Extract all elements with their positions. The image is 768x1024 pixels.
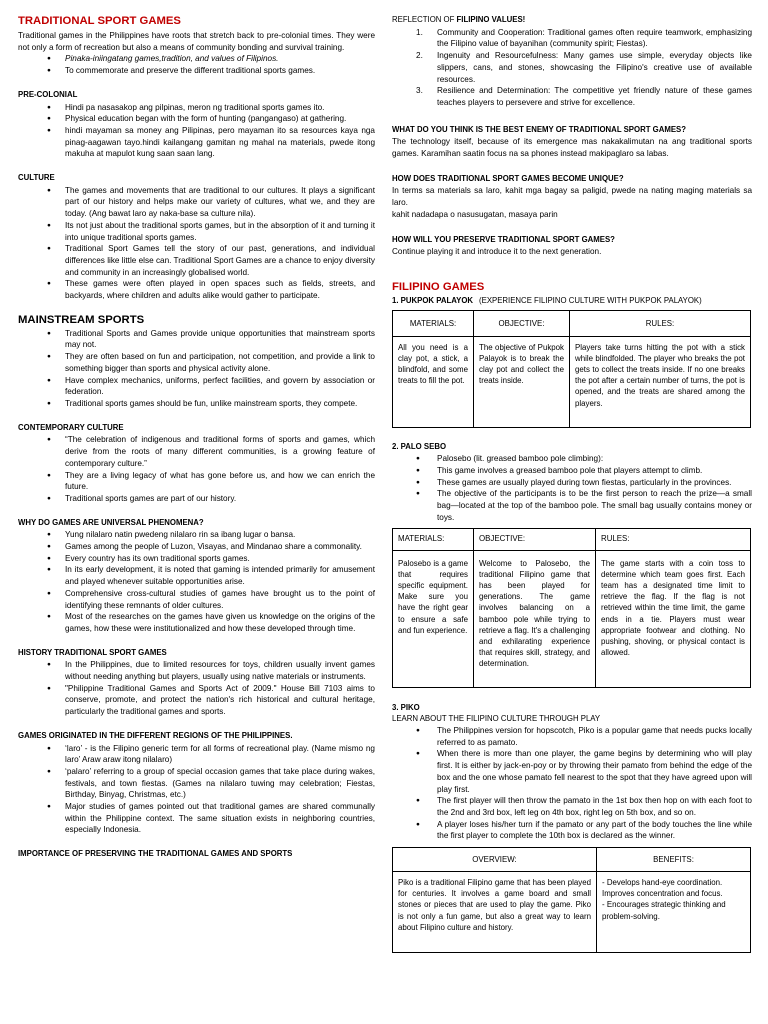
game-subtitle: LEARN ABOUT THE FILIPINO CULTURE THROUGH PLAY	[392, 714, 601, 724]
table-header-row	[393, 310, 751, 336]
right-column	[392, 14, 752, 953]
section-regions	[18, 730, 375, 836]
section-mainstream-sports	[18, 313, 375, 410]
list-item: ● Physical education began with the form of hunting (pangangaso) at gathering.	[18, 113, 375, 125]
game-title-palo-sebo	[392, 441, 752, 453]
list-item: ● These games were often played in open spaces such as fields, streets, and backyards, where children and adults alike would gather to participate.	[18, 278, 375, 301]
table-header: OBJECTIVE:	[474, 310, 570, 336]
bullet-list	[18, 434, 375, 504]
list-item: ● ‘palaro’ referring to a group of special occasion games that take place during wakes, festivals, and town fiestas. (Games na nilalaro tuwing may celebration; Fiestas, Birthday, Binyag, Christmas, etc.)	[18, 766, 375, 801]
list-item: ● Hindi pa nasasakop ang pilpinas, meron ng traditional sports games ito.	[18, 102, 375, 114]
question-heading: WHAT DO YOU THINK IS THE BEST ENEMY OF TRADITIONAL SPORT GAMES?	[392, 124, 686, 134]
table-header: RULES:	[570, 310, 751, 336]
piko-table	[392, 847, 751, 953]
question-heading: HOW DOES TRADITIONAL SPORT GAMES BECOME UNIQUE?	[392, 173, 624, 183]
list-item: ● These games are usually played during town fiestas, particularly in the provinces.	[392, 477, 752, 489]
section-culture	[18, 172, 375, 302]
list-item: ● Games among the people of Luzon, Visayas, and Mindanao share a commonality.	[18, 541, 375, 553]
bullet-list	[18, 102, 375, 161]
table-cell: Welcome to Palosebo, the traditional Filipino game that has been played for generations. The game involves balancing on a bamboo pole while trying to retrieve a flag. It's a challenging and exhilarating experience that requires skill, strategy, and determination.	[474, 550, 596, 687]
game-title-pukpok-palayok	[392, 295, 752, 307]
document-title: TRADITIONAL SPORT GAMES	[18, 15, 181, 27]
table-cell: The game starts with a coin toss to determine which team goes first. Each team has a designated time limit to retrieve the flag. If the flag is not retrieved within the time limit, the game ends in a tie. Players must wear appropriate footwear and clothing. No pushing, shoving, or physical contact is allowed.	[596, 550, 751, 687]
list-item: ● Traditional Sports and Games provide unique opportunities that mainstream sports may not.	[18, 328, 375, 351]
list-item: ● Every country has its own traditional sports games.	[18, 553, 375, 565]
list-item: ● Major studies of games pointed out that traditional games are shared communally within the Philippine context. The same situation exists in neighboring countries, especially Indonesia.	[18, 801, 375, 836]
bullet-list	[18, 743, 375, 837]
section-universal-phenomena	[18, 517, 375, 635]
section-heading: CULTURE	[18, 173, 55, 183]
section-history	[18, 647, 375, 718]
table-cell: The objective of Pukpok Palayok is to break the clay pot and collect the treats inside.	[474, 336, 570, 427]
section-filipino-values	[392, 14, 752, 109]
bullet-list	[18, 529, 375, 634]
section-heading: WHY DO GAMES ARE UNIVERSAL PHENOMENA?	[18, 517, 204, 527]
game-subtitle: (EXPERIENCE FILIPINO CULTURE WITH PUKPOK PALAYOK)	[479, 295, 702, 305]
heading-emphasis: FILIPINO VALUES!	[456, 15, 526, 24]
bullet-list	[18, 659, 375, 718]
section-heading-large: MAINSTREAM SPORTS	[18, 313, 145, 326]
section-unique	[392, 173, 752, 221]
list-item: ● Comprehensive cross-cultural studies of games have brought us to the point of identifying these remnants of older cultures.	[18, 588, 375, 611]
table-header: OBJECTIVE:	[474, 528, 596, 550]
list-item: ● This game involves a greased bamboo pole that players attempt to climb.	[392, 465, 752, 477]
list-item: ● In the Philippines, due to limited resources for toys, children usually invent games without needing anything but players, usually using native materials or instruments.	[18, 659, 375, 682]
game-name: 1. PUKPOK PALAYOK	[392, 295, 474, 305]
game-name: 3. PIKO	[392, 702, 420, 712]
table-header: BENEFITS:	[597, 848, 751, 872]
answer-text: The technology itself, because of its emergence mas nakakalimutan na ang traditional sports games. Karamihan saatin focus na sa phones instead makipaglaro sa labas.	[392, 137, 752, 159]
benefit-line: Improves concentration and focus.	[602, 889, 723, 899]
list-item: ● A player loses his/her turn if the pamato or any part of the body touches the line while the first player to complete the 10th box is declared as the winner.	[392, 819, 752, 842]
section-heading: IMPORTANCE OF PRESERVING THE TRADITIONAL GAMES AND SPORTS	[18, 849, 293, 859]
list-item: ● Traditional sports games should be fun, unlike mainstream sports, they compete.	[18, 398, 375, 410]
list-item: ● When there is more than one player, the game begins by determining who will play first. It is either by jack-en-poy or by throwing their pamato from behind the edge of the box and the one whose pamato fell nearest to the spot that they have agreed upon will play first.	[392, 748, 752, 795]
section-heading: HISTORY TRADITIONAL SPORT GAMES	[18, 647, 167, 657]
section-contemporary-culture	[18, 422, 375, 505]
list-item: ● ‘laro’ - is the Filipino generic term for all forms of recreational play. (Name mismo ng laro’ Araw araw itong nilalaro)	[18, 743, 375, 766]
answer-text: In terms sa materials sa laro, kahit mga bagay sa paligid, pwede na nating maging materials sa laro.	[392, 186, 752, 208]
table-cell: Piko is a traditional Filipino game that has been played for centuries. It involves a game board and small stones or pieces that are used to play the game. Piko is not only a fun game, but also a great way to learn about Filipino culture and history.	[393, 872, 597, 953]
list-item: ● The games and movements that are traditional to our cultures. It plays a significant part of our history and helps make our variety of cultures, what we, and they are today. (Ang bawat laro ay naka-base sa culture nila).	[18, 185, 375, 220]
section-heading	[392, 14, 752, 26]
table-header: RULES:	[596, 528, 751, 550]
table-cell: All you need is a clay pot, a stick, a blindfold, and some treats to fill the pot.	[393, 336, 474, 427]
list-item: ● They are a living legacy of what has gone before us, and how we can enrich the future.	[18, 470, 375, 493]
answer-text: Continue playing it and introduce it to the next generation.	[392, 247, 602, 257]
pukpok-palayok-table	[392, 310, 751, 428]
list-item: ● Traditional sports games are part of our history.	[18, 493, 375, 505]
numbered-list	[392, 27, 752, 109]
list-item: ● Have complex mechanics, uniforms, perfect facilities, and govern by association or federation.	[18, 375, 375, 398]
list-item: ● To commemorate and preserve the different traditional sports games.	[18, 65, 375, 77]
section-best-enemy	[392, 124, 752, 160]
table-header-row	[393, 848, 751, 872]
list-item: ● Yung nilalaro natin pwedeng nilalaro rin sa ibang lugar o bansa.	[18, 529, 375, 541]
list-item: ● They are often based on fun and participation, not competition, and provide a link to something bigger than sports and physical activity alone.	[18, 351, 375, 374]
section-heading: GAMES ORIGINATED IN THE DIFFERENT REGIONS OF THE PHILIPPINES.	[18, 730, 293, 740]
table-header: MATERIALS:	[393, 528, 474, 550]
game-name: 2. PALO SEBO	[392, 441, 447, 451]
list-item: ● “The celebration of indigenous and traditional forms of sports and games, which derive from the roots of many different communities, is a growing feature of contemporary culture.”	[18, 434, 375, 469]
table-header: OVERVIEW:	[393, 848, 597, 872]
answer-text: kahit nadadapa o nasusugatan, masaya parin	[392, 209, 558, 219]
list-item: Ingenuity and Resourcefulness: Many games use simple, everyday objects like slippers, cans, and stones, showcasing the Filipino's creative use of available resources.	[437, 51, 752, 84]
intro-bullet-list	[18, 53, 375, 76]
list-item: ● Its not just about the traditional sports games, but in the absorption of it and turning it into unique traditional sports games.	[18, 220, 375, 243]
table-cell: Palosebo is a game that requires specific equipment. Make sure you have the right gear to ensure a safe and fun experience.	[393, 550, 474, 687]
section-heading: PRE-COLONIAL	[18, 89, 78, 99]
bullet-list	[392, 453, 752, 523]
section-filipino-games	[392, 280, 752, 953]
section-pre-colonial	[18, 89, 375, 160]
section-preserve	[392, 234, 752, 258]
list-item: ● The objective of the participants is to be the first person to reach the prize—a small bag—located at the top of the bamboo pole. The small bag usually contains money or toys.	[392, 488, 752, 523]
table-row	[393, 872, 751, 953]
list-item: ● Palosebo (lit. greased bamboo pole climbing):	[392, 453, 752, 465]
list-item: ● In its early development, it is noted that gaming is intended primarily for amusement and played whenever suitable opportunities arise.	[18, 564, 375, 587]
list-item: ● "Philippine Traditional Games and Sports Act of 2009." House Bill 7103 aims to conserve, promote, and protect the nation's rich historical and cultural heritage, particularly the traditional games and sports.	[18, 683, 375, 718]
section-heading: CONTEMPORARY CULTURE	[18, 422, 124, 432]
list-item: Community and Cooperation: Traditional games often require teamwork, emphasizing the Filipino value of bayanihan (community spirit; Fiestas).	[437, 27, 752, 49]
benefits-cell	[597, 872, 751, 953]
filipino-games-heading: FILIPINO GAMES	[392, 280, 485, 293]
table-header-row	[393, 528, 751, 550]
list-item: ● Traditional Sport Games tell the story of our past, generations, and individual differences like little else can. Traditional Sport Games are a chance to enjoy diversity and community in an increasingly globalised world.	[18, 243, 375, 278]
left-column	[18, 14, 375, 861]
bullet-list	[392, 725, 752, 842]
heading-prefix: REFLECTION OF	[392, 15, 457, 24]
section-importance	[18, 848, 375, 860]
benefit-line: - Develops hand-eye coordination.	[602, 878, 723, 888]
list-item: ● Pinaka-iniingatang games,tradition, and values of Filipinos.	[18, 53, 375, 65]
table-row	[393, 336, 751, 427]
list-item: Resilience and Determination: The competitive yet friendly nature of these games teaches players to persevere and strive for excellence.	[437, 86, 752, 107]
list-item: ● Most of the researches on the games have given us knowledge on the origins of the games, how these were institutionalized and how these developed through time.	[18, 611, 375, 634]
game-title-piko	[392, 702, 752, 714]
palo-sebo-table	[392, 528, 751, 688]
intro-paragraph: Traditional games in the Philippines have roots that stretch back to pre-colonial times. They were not only a form of recreation but also a means of community bonding and survival training.	[18, 31, 375, 52]
list-item: ● The Philippines version for hopscotch, Piko is a popular game that needs pucks locally referred to as pamato.	[392, 725, 752, 748]
table-header: MATERIALS:	[393, 310, 474, 336]
question-heading: HOW WILL YOU PRESERVE TRADITIONAL SPORT GAMES?	[392, 234, 615, 244]
list-item: ● The first player will then throw the pamato in the 1st box then hop on with each foot to the 2nd and 3rd box, left leg on 4th box, right leg on 5th box, and so on.	[392, 795, 752, 818]
bullet-list	[18, 328, 375, 410]
bullet-list	[18, 185, 375, 302]
benefit-line: - Encourages strategic thinking and problem-solving.	[602, 900, 726, 921]
list-item: ● hindi mayaman sa money ang Pilipinas, pero mayaman ito sa resources kaya nga pinag-aagawan tayo.hindi kailangang gamitan ng mahal na materials, pwede itong makuha at mapulot kung saan saan lang.	[18, 125, 375, 160]
table-cell: Players take turns hitting the pot with a stick while blindfolded. The player who breaks the pot gets to collect the treats inside. If no one breaks the pot after a certain number of turns, the pot is opened, and the treats are shared among the players.	[570, 336, 751, 427]
table-row	[393, 550, 751, 687]
